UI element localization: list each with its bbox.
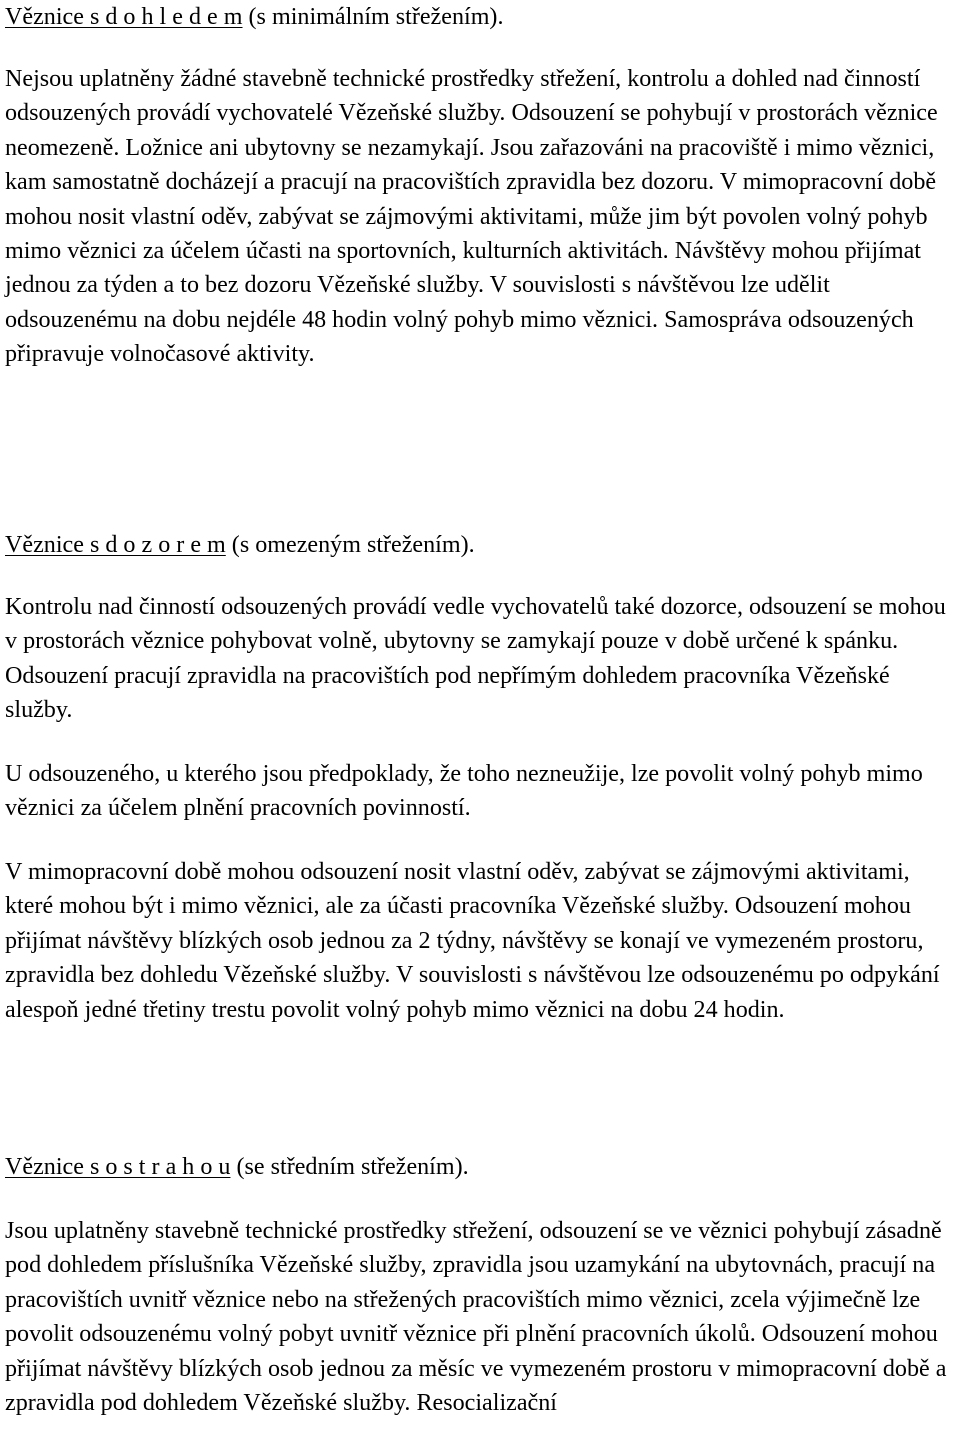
heading-underlined-text: Věznice s o s t r a h o u bbox=[5, 1154, 231, 1180]
paragraph: Jsou uplatněny stavebně technické prostředky střežení, odsouzení se ve věznici pohybují zásadně pod dohledem příslušníka Vězeňské služby, zpravidla jsou uzamykání na ubytovnách, pracují na pracovištích uvnitř věznice nebo na střežených pracovištích mimo věznici, zcela výjimečně lze povolit odsouzenému volný pobyt uvnitř věznice při plnění pracovních úkolů. Odsouzení mohou přijímat návštěvy blízkých osob jednou za měsíc ve vymezeném prostoru v mimopracovní době a zpravidla pod dohledem Vězeňské služby. Resocializační bbox=[5, 1218, 947, 1417]
paragraph: U odsouzeného, u kterého jsou předpoklady, že toho nezneužije, lze povolit volný pohyb mimo věznici za účelem plnění pracovních povinností. bbox=[5, 761, 923, 822]
section-heading-ostraha bbox=[5, 1150, 469, 1184]
section-heading-dozor bbox=[5, 528, 475, 562]
heading-underlined-text: Věznice s d o z o r e m bbox=[5, 532, 226, 558]
paragraph: Nejsou uplatněny žádné stavebně technické prostředky střežení, kontrolu a dohled nad činností odsouzených provádí vychovatelé Vězeňské služby. Odsouzení se pohybují v prostorách věznice neomezeně. Ložnice ani ubytovny se nezamykají. Jsou zařazováni na pracoviště i mimo věznici, kam samostatně docházejí a pracují na pracovištích zpravidla bez dozoru. V mimopracovní době mohou nosit vlastní oděv, zabývat se zájmovými aktivitami, může jim být povolen volný pohyb mimo věznici za účelem účasti na sportovních, kulturních aktivitách. Návštěvy mohou přijímat jednou za týden a to bez dozoru Vězeňské služby. V souvislosti s návštěvou lze udělit odsouzenému na dobu nejdéle 48 hodin volný pohyb mimo věznici. Samospráva odsouzených připravuje volnočasové aktivity. bbox=[5, 66, 938, 368]
heading-underlined-text: Věznice s d o h l e d e m bbox=[5, 4, 243, 30]
paragraph: V mimopracovní době mohou odsouzení nosit vlastní oděv, zabývat se zájmovými aktivitami, které mohou být i mimo věznici, ale za účasti pracovníka Vězeňské služby. Odsouzení mohou přijímat návštěvy blízkých osob jednou za 2 týdny, návštěvy se konají ve vymezeném prostoru, zpravidla bez dohledu Vězeňské služby. V souvislosti s návštěvou lze odsouzenému po odpykání alespoň jedné třetiny trestu povolit volný pohyb mimo věznici na dobu 24 hodin. bbox=[5, 859, 940, 1023]
heading-rest-text: (se středním střežením). bbox=[230, 1154, 469, 1180]
section-heading-dohled bbox=[5, 0, 503, 34]
heading-rest-text: (s omezeným střežením). bbox=[225, 532, 475, 558]
heading-rest-text: (s minimálním střežením). bbox=[242, 4, 504, 30]
paragraph: Kontrolu nad činností odsouzených provádí vedle vychovatelů také dozorce, odsouzení se mohou v prostorách věznice pohybovat volně, ubytovny se zamykají pouze v době určené k spánku. Odsouzení pracují zpravidla na pracovištích pod nepřímým dohledem pracovníka Vězeňské služby. bbox=[5, 594, 946, 724]
